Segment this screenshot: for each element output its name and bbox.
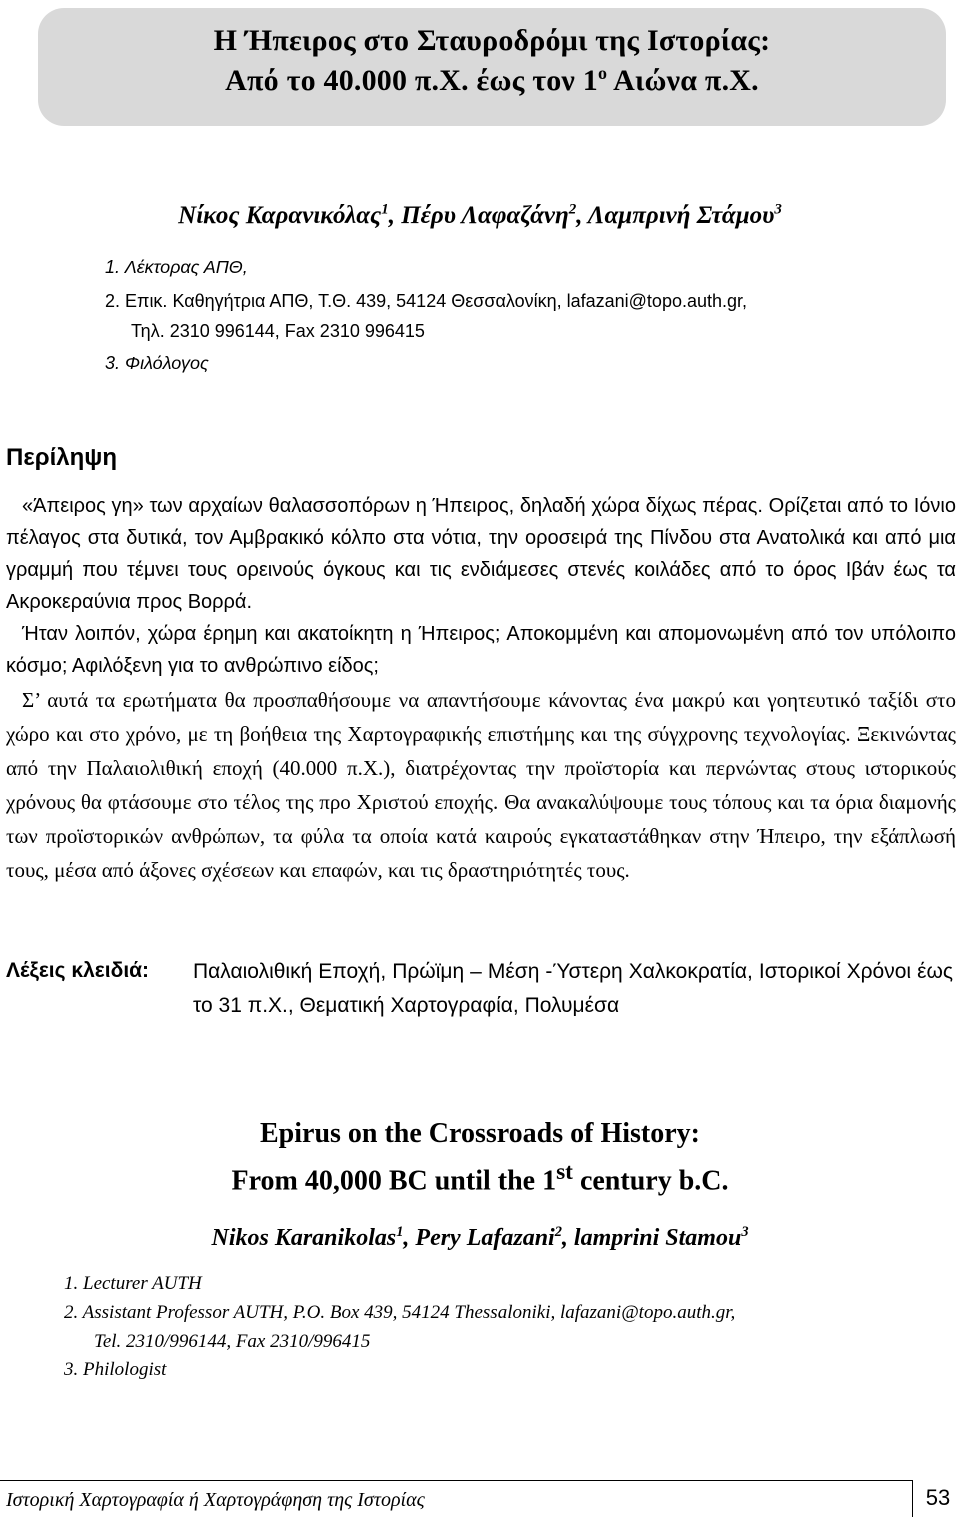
keywords-label: Λέξεις κλειδιά: bbox=[6, 959, 150, 982]
greek-affiliation-2: 2. Επικ. Καθηγήτρια ΑΠΘ, Τ.Θ. 439, 54124 Θεσσαλονίκη, lafazani@topo.auth.gr, bbox=[105, 291, 748, 311]
author-2-en-sup: 2 bbox=[554, 1224, 562, 1240]
greek-title-line-2 bbox=[38, 64, 946, 98]
page-number: 53 bbox=[925, 1485, 951, 1510]
author-1-gr: Νίκος Καρανικόλας bbox=[178, 202, 382, 229]
english-title-line-1: Epirus on the Crossroads of History: bbox=[259, 1118, 700, 1149]
greek-affiliation-1: 1. Λέκτορας ΑΠΘ, bbox=[105, 257, 248, 277]
english-affiliation-1: 1. Lecturer AUTH bbox=[64, 1273, 202, 1294]
author-1-en: Nikos Karanikolas bbox=[211, 1225, 397, 1251]
greek-affiliation-3: 3. Φιλόλογος bbox=[105, 353, 209, 373]
greek-title-line-2-end: Αιώνα π.Χ. bbox=[607, 64, 759, 97]
greek-authors bbox=[0, 200, 960, 232]
english-authors bbox=[0, 1222, 960, 1254]
abstract-paragraph-1: «Άπειρος γη» των αρχαίων θαλασσοπόρων η Ήπειρος, δηλαδή χώρα δίχως πέρας. Ορίζεται από το Ιόνιο πέλαγος στα δυτικά, τον Αμβρακικό κόλπο στα νότια, την οροσειρά της Πίνδου στα Ανατολικά και από μια γραμμή που τέμνει τους ορεινούς όγκους και τις ενδιάμεσες στενές κοιλάδες από το όρος Ιβάν έως τα Ακροκεραύνια προς Βορρά. bbox=[6, 495, 956, 613]
english-title-superscript: st bbox=[556, 1159, 573, 1185]
author-3-en: , lamprini Stamou bbox=[561, 1225, 742, 1251]
author-3-gr-sup: 3 bbox=[774, 201, 782, 218]
abstract-paragraph-3: Σ’ αυτά τα ερωτήματα θα προσπαθήσουμε να απαντήσουμε κάνοντας ένα μακρύ και γοητευτικό ταξίδι στο χώρο και στο χρόνο, με τη βοήθεια της Χαρτογραφικής επιστήμης και της σύγχρονης τεχνολογίας. Ξεκινώντας από την Παλαιολιθική εποχή (40.000 π.Χ.), διατρέχοντας την προϊστορία και περνώντας στους ιστορικούς χρόνους θα φτάσουμε στο τέλος της προ Χριστού εποχής. Θα ανακαλύψουμε τους τόπους και τα όρια διαμονής των προϊστορικών ανθρώπων, τα φύλα τα οποία κατά καιρούς εγκαταστάθηκαν στην Ήπειρο, την εξάπλωσή τους, μέσα από άξονες σχέσεων και επαφών, και τις δραστηριότητές τους. bbox=[6, 688, 956, 882]
running-footer-title: Ιστορική Χαρτογραφία ή Χαρτογράφηση της Ιστορίας bbox=[6, 1489, 425, 1511]
author-3-en-sup: 3 bbox=[741, 1224, 749, 1240]
english-affiliation-2-contact: Tel. 2310/996144, Fax 2310/996415 bbox=[94, 1331, 371, 1352]
keywords-text: Παλαιολιθική Εποχή, Πρώϊμη – Μέση -Ύστερη Χαλκοκρατία, Ιστορικοί Χρόνοι έως το 31 π.Χ., Θεματική Χαρτογραφία, Πολυμέσα bbox=[193, 960, 953, 1017]
english-affiliation-2: 2. Assistant Professor AUTH, P.O. Box 439, 54124 Thessaloniki, lafazani@topo.auth.gr, bbox=[64, 1302, 736, 1323]
english-title-line-2 bbox=[0, 1154, 960, 1199]
english-title-line-2-text: From 40,000 BC until the 1 bbox=[231, 1165, 557, 1197]
greek-affiliation-2-contact: Τηλ. 2310 996144, Fax 2310 996415 bbox=[131, 321, 425, 341]
english-title-line-2-end: century b.C. bbox=[572, 1165, 729, 1197]
author-1-gr-sup: 1 bbox=[381, 201, 389, 218]
abstract-paragraph-2: Ήταν λοιπόν, χώρα έρημη και ακατοίκητη η Ήπειρος; Αποκομμένη και απομονωμένη από τον υπόλοιπο κόσμο; Αφιλόξενη για το ανθρώπινο είδος; bbox=[6, 623, 956, 677]
abstract-heading: Περίληψη bbox=[6, 444, 117, 471]
author-3-gr: , Λαμπρινή Στάμου bbox=[576, 202, 775, 229]
author-2-gr-sup: 2 bbox=[568, 201, 577, 218]
author-2-en: , Pery Lafazani bbox=[403, 1225, 555, 1251]
author-2-gr: , Πέρυ Λαφαζάνη bbox=[388, 202, 569, 229]
greek-title-line-2-text: Από το 40.000 π.Χ. έως τον 1 bbox=[225, 64, 598, 97]
greek-title-superscript: ο bbox=[597, 63, 608, 83]
author-1-en-sup: 1 bbox=[396, 1224, 404, 1240]
english-affiliation-3: 3. Philologist bbox=[64, 1359, 167, 1380]
greek-title-line-1: Η Ήπειρος στο Σταυροδρόμι της Ιστορίας: bbox=[213, 24, 771, 57]
footer-vertical-rule bbox=[912, 1480, 913, 1517]
footer-rule bbox=[0, 1480, 912, 1481]
